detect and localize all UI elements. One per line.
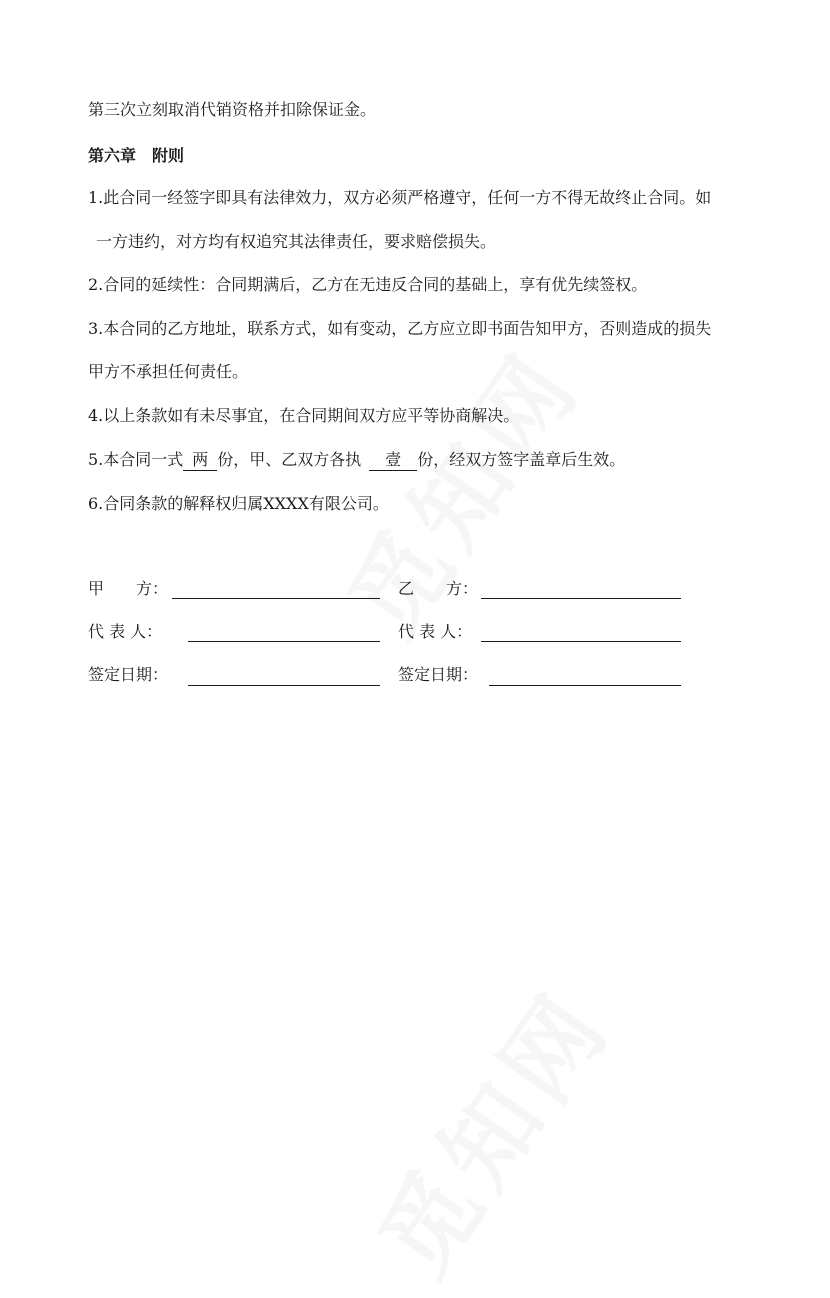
copies-each-field: 壹 <box>369 450 417 471</box>
clause-1-line-1: 1.此合同一经签字即具有法律效力，双方必须严格遵守，任何一方不得无故终止合同。如 <box>88 188 712 207</box>
clause-1-line-2: 一方违约，对方均有权追究其法律责任，要求赔偿损失。 <box>96 232 497 251</box>
party-a-signature-line <box>172 598 380 599</box>
representative-b-signature-line <box>481 641 681 642</box>
date-a-signature-line <box>188 685 380 686</box>
clause-5-middle: 份，甲、乙双方各执 <box>217 450 362 469</box>
watermark <box>342 959 637 1298</box>
party-b-signature-line <box>481 598 681 599</box>
party-b-label: 乙 方： <box>398 579 479 598</box>
clause-4: 4.以上条款如有未尽事宜，在合同期间双方应平等协商解决。 <box>88 406 520 425</box>
chapter-heading: 第六章 附则 <box>88 146 185 165</box>
date-b-label: 签定日期： <box>398 665 479 684</box>
clause-5 <box>88 449 625 471</box>
clause-3-line-2: 甲方不承担任何责任。 <box>88 362 249 381</box>
clause-6: 6.合同条款的解释权归属XXXX有限公司。 <box>88 494 389 513</box>
representative-a-label: 代 表 人： <box>88 622 163 641</box>
clause-5-prefix: 5.本合同一式 <box>88 450 184 469</box>
watermark <box>312 319 607 658</box>
representative-a-signature-line <box>188 641 380 642</box>
paragraph-continuation: 第三次立刻取消代销资格并扣除保证金。 <box>88 100 377 119</box>
date-b-signature-line <box>489 685 681 686</box>
party-a-label: 甲 方： <box>88 579 169 598</box>
copies-count-field: 两 <box>183 450 217 471</box>
clause-5-suffix: 份，经双方签字盖章后生效。 <box>417 450 626 469</box>
date-a-label: 签定日期： <box>88 665 169 684</box>
clause-2: 2.合同的延续性：合同期满后，乙方在无违反合同的基础上，享有优先续签权。 <box>88 275 648 294</box>
clause-3-line-1: 3.本合同的乙方地址，联系方式，如有变动，乙方应立即书面告知甲方，否则造成的损失 <box>88 319 712 338</box>
representative-b-label: 代 表 人： <box>398 622 473 641</box>
